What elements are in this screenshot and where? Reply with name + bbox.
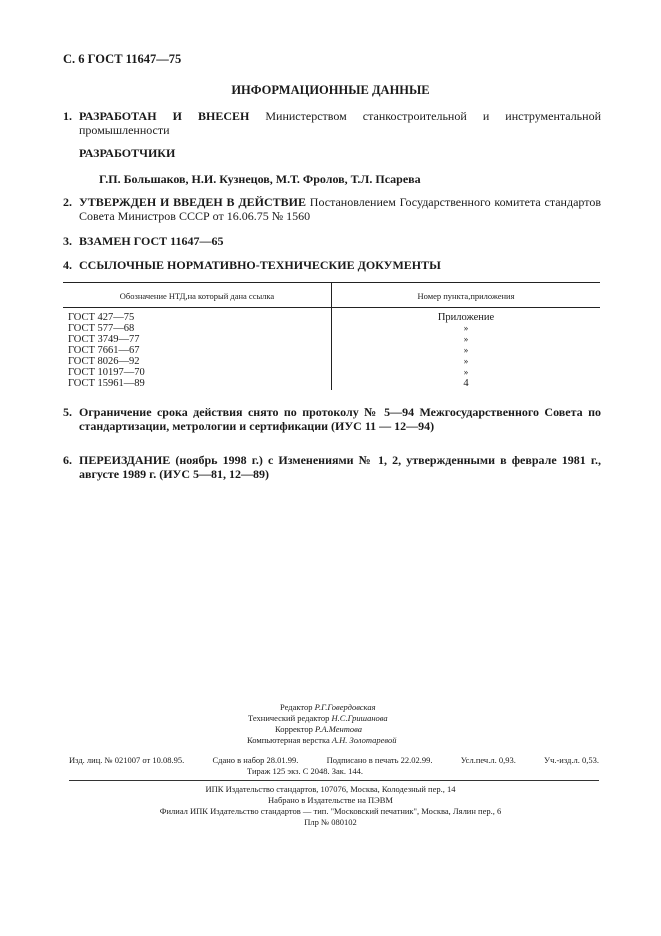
proofreader-line xyxy=(0,724,661,735)
table-cell-designation: ГОСТ 3749—77 xyxy=(68,334,140,345)
table-cell-designation: ГОСТ 15961—89 xyxy=(68,378,145,389)
table-cell-designation: ГОСТ 577—68 xyxy=(68,323,135,334)
table-cell-clause: » xyxy=(463,345,469,355)
table-cell-clause: » xyxy=(463,323,469,333)
print-sheets: Усл.печ.л. 0,93. xyxy=(460,755,516,765)
item-lead: РАЗРАБОТАН И ВНЕСЕН xyxy=(79,109,250,123)
signed-to-print: Подписано в печать 22.02.99. xyxy=(326,755,433,765)
table-header-designation: Обозначение НТД,на который дана ссылка xyxy=(119,291,275,301)
table-cell-designation: ГОСТ 7661—67 xyxy=(68,345,140,356)
item-lead: ВЗАМЕН ГОСТ 11647—65 xyxy=(79,234,224,248)
print-run: Тираж 125 экз. С 2048. Зак. 144. xyxy=(247,766,364,776)
editors-block xyxy=(0,702,661,746)
editor-role: Корректор xyxy=(275,724,313,734)
tech-editor-line xyxy=(0,713,661,724)
page-header: С. 6 ГОСТ 11647—75 xyxy=(63,52,182,66)
table-cell-clause: 4 xyxy=(463,378,469,389)
info-item-5 xyxy=(63,405,601,433)
table-cell-clause: » xyxy=(463,367,469,377)
item-lead: УТВЕРЖДЕН И ВВЕДЕН В ДЕЙСТВИЕ xyxy=(79,195,306,209)
editor-name: А.Н. Золотаревой xyxy=(331,735,397,745)
item-text: Ограничение срока действия снято по протоколу № 5—94 Межгосударственного Совета по стандартизации, метрологии и сертификации (ИУС 11 — 12—94) xyxy=(79,405,601,433)
item-number: 6. xyxy=(63,453,72,467)
info-item-6 xyxy=(63,453,601,481)
printing-branch: Филиал ИПК Издательство стандартов — тип. "Московский печатник", Москва, Лялин пер., 6 xyxy=(159,806,502,816)
imprint-divider xyxy=(69,780,599,781)
item-lead: ССЫЛОЧНЫЕ НОРМАТИВНО-ТЕХНИЧЕСКИЕ ДОКУМЕНТЫ xyxy=(79,258,441,272)
plr-number: Плр № 080102 xyxy=(304,817,357,827)
table-cell-designation: ГОСТ 10197—70 xyxy=(68,367,145,378)
info-item-1 xyxy=(63,109,601,137)
info-item-3 xyxy=(63,234,601,248)
info-item-2 xyxy=(63,195,601,223)
table-cell-designation: ГОСТ 427—75 xyxy=(68,312,135,323)
table-cell-clause: » xyxy=(463,334,469,344)
editor-name: Р.А.Ментова xyxy=(315,724,363,734)
table-header-clause: Номер пункта,приложения xyxy=(417,291,515,301)
publisher-block xyxy=(0,784,661,828)
item-number: 2. xyxy=(63,195,72,209)
item-text: (ноябрь 1998 г.) с Изменениями № 1, 2, утвержденными в феврале 1981 г., августе 1989 г. (ИУС 5—81, 12—89) xyxy=(79,453,601,481)
item-number: 5. xyxy=(63,405,72,419)
table-cell-clause: » xyxy=(463,356,469,366)
table-cell-designation: ГОСТ 8026—92 xyxy=(68,356,140,367)
item-text: Постановлением Государственного комитета стандартов Совета Министров СССР от 16.06.75 № 1560 xyxy=(79,195,601,223)
item-number: 1. xyxy=(63,109,72,123)
item-number: 3. xyxy=(63,234,72,248)
reference-table xyxy=(63,282,600,390)
item-lead: ПЕРЕИЗДАНИЕ xyxy=(79,453,171,467)
license-number: Изд. лиц. № 021007 от 10.08.95. xyxy=(69,755,185,765)
developers-heading: РАЗРАБОТЧИКИ xyxy=(79,146,176,160)
table-cell-clause: Приложение xyxy=(437,312,495,323)
publisher-address: ИПК Издательство стандартов, 107076, Москва, Колодезный пер., 14 xyxy=(205,784,456,794)
typeset-note: Набрано в Издательстве на ПЭВМ xyxy=(268,795,393,805)
developers-names: Г.П. Большаков, Н.И. Кузнецов, М.Т. Фролов, Т.Л. Псарева xyxy=(99,172,421,186)
editor-name: Р.Г.Говердовская xyxy=(314,702,376,712)
table-column-clause xyxy=(332,312,600,389)
editor-role: Технический редактор xyxy=(248,713,330,723)
info-item-4 xyxy=(63,258,601,272)
editor-role: Редактор xyxy=(280,702,313,712)
item-text: Министерством станкостроительной и инструментальной промышленности xyxy=(79,109,601,137)
sent-to-typesetting: Сдано в набор 28.01.99. xyxy=(212,755,299,765)
editor-role: Компьютерная верстка xyxy=(247,735,330,745)
section-title: ИНФОРМАЦИОННЫЕ ДАННЫЕ xyxy=(231,83,430,97)
layout-line xyxy=(0,735,661,746)
table-column-designation xyxy=(68,312,145,389)
editor-name: Н.С.Гришанова xyxy=(331,713,388,723)
item-number: 4. xyxy=(63,258,72,272)
publication-sheets: Уч.-изд.л. 0,53. xyxy=(544,755,599,765)
editor-line xyxy=(0,702,661,713)
publication-details xyxy=(69,755,599,777)
